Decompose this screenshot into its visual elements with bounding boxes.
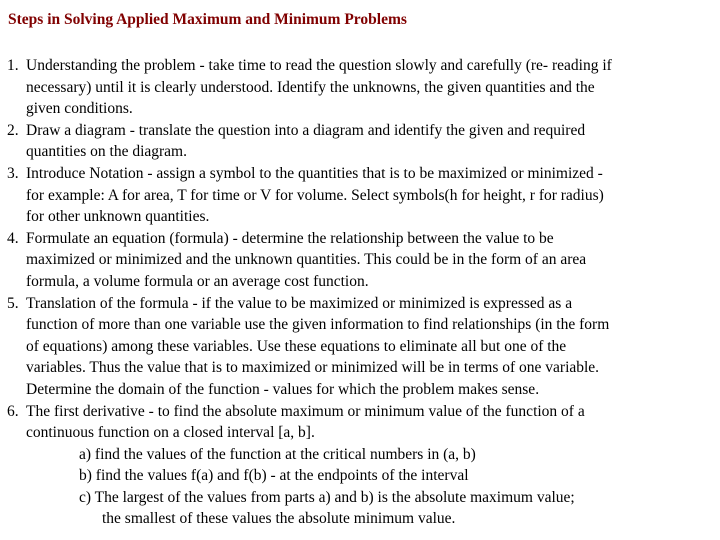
- step-number: 4.: [7, 229, 19, 247]
- sub-item-b: b) find the values f(a) and f(b) - at the endpoints of the interval: [79, 467, 469, 485]
- step-line: The first derivative - to find the absolute maximum or minimum value of the function of a: [26, 402, 585, 420]
- step-line: variables. Thus the value that is to maximized or minimized will be in terms of one variable.: [26, 359, 600, 377]
- step-line: formula, a volume formula or an average cost function.: [26, 272, 369, 290]
- step-text: [26, 55, 713, 120]
- step-line: Understanding the problem - take time to read the question slowly and carefully (re- reading if: [26, 57, 612, 74]
- step-2: [7, 120, 713, 163]
- step-line: Translation of the formula - if the value to be maximized or minimized is expressed as a: [26, 294, 573, 312]
- sub-item-c: c) The largest of the values from parts a) and b) is the absolute maximum value;: [79, 488, 575, 506]
- step-1: [7, 55, 713, 120]
- step-text: [26, 228, 713, 293]
- step-line: maximized or minimized and the unknown quantities. This could be in the form of an area: [26, 251, 587, 269]
- sub-item-a: a) find the values of the function at the critical numbers in (a, b): [79, 445, 476, 463]
- step-text: [26, 120, 713, 163]
- step-3: [7, 163, 713, 228]
- step-line: function of more than one variable use the given information to find relationships (in the form: [26, 316, 610, 334]
- page-title: Steps in Solving Applied Maximum and Minimum Problems: [8, 11, 407, 28]
- step-line: quantities on the diagram.: [26, 143, 187, 161]
- step-line: for example: A for area, T for time or V for volume. Select symbols(h for height, r for radius): [26, 186, 604, 204]
- step-line: necessary) until it is clearly understood. Identify the unknowns, the given quantities and the: [26, 78, 595, 96]
- step-text: [26, 401, 713, 531]
- step-number: 6.: [7, 402, 19, 420]
- step-line: Draw a diagram - translate the question into a diagram and identify the given and required: [26, 121, 586, 139]
- step-text: [26, 163, 713, 228]
- step-line: continuous function on a closed interval [a, b].: [26, 424, 315, 442]
- step-line: for other unknown quantities.: [26, 208, 210, 226]
- step-line: given conditions.: [26, 100, 133, 118]
- step-number: 3.: [7, 164, 19, 182]
- step-number: 2.: [7, 121, 19, 139]
- step-line: Formulate an equation (formula) - determine the relationship between the value to be: [26, 229, 554, 247]
- step-5: [7, 293, 713, 401]
- step-4: [7, 228, 713, 293]
- step-number: 5.: [7, 294, 19, 312]
- step-text: [26, 293, 713, 401]
- step-number: 1.: [7, 57, 19, 74]
- step-line: Determine the domain of the function - values for which the problem makes sense.: [26, 380, 540, 398]
- step-6: [7, 401, 713, 531]
- steps-list: [7, 55, 713, 530]
- sub-item-c-continuation: the smallest of these values the absolute minimum value.: [102, 510, 456, 528]
- step-line: of equations) among these variables. Use these equations to eliminate all but one of the: [26, 337, 567, 355]
- step-line: Introduce Notation - assign a symbol to the quantities that is to be maximized or minimized -: [26, 164, 603, 182]
